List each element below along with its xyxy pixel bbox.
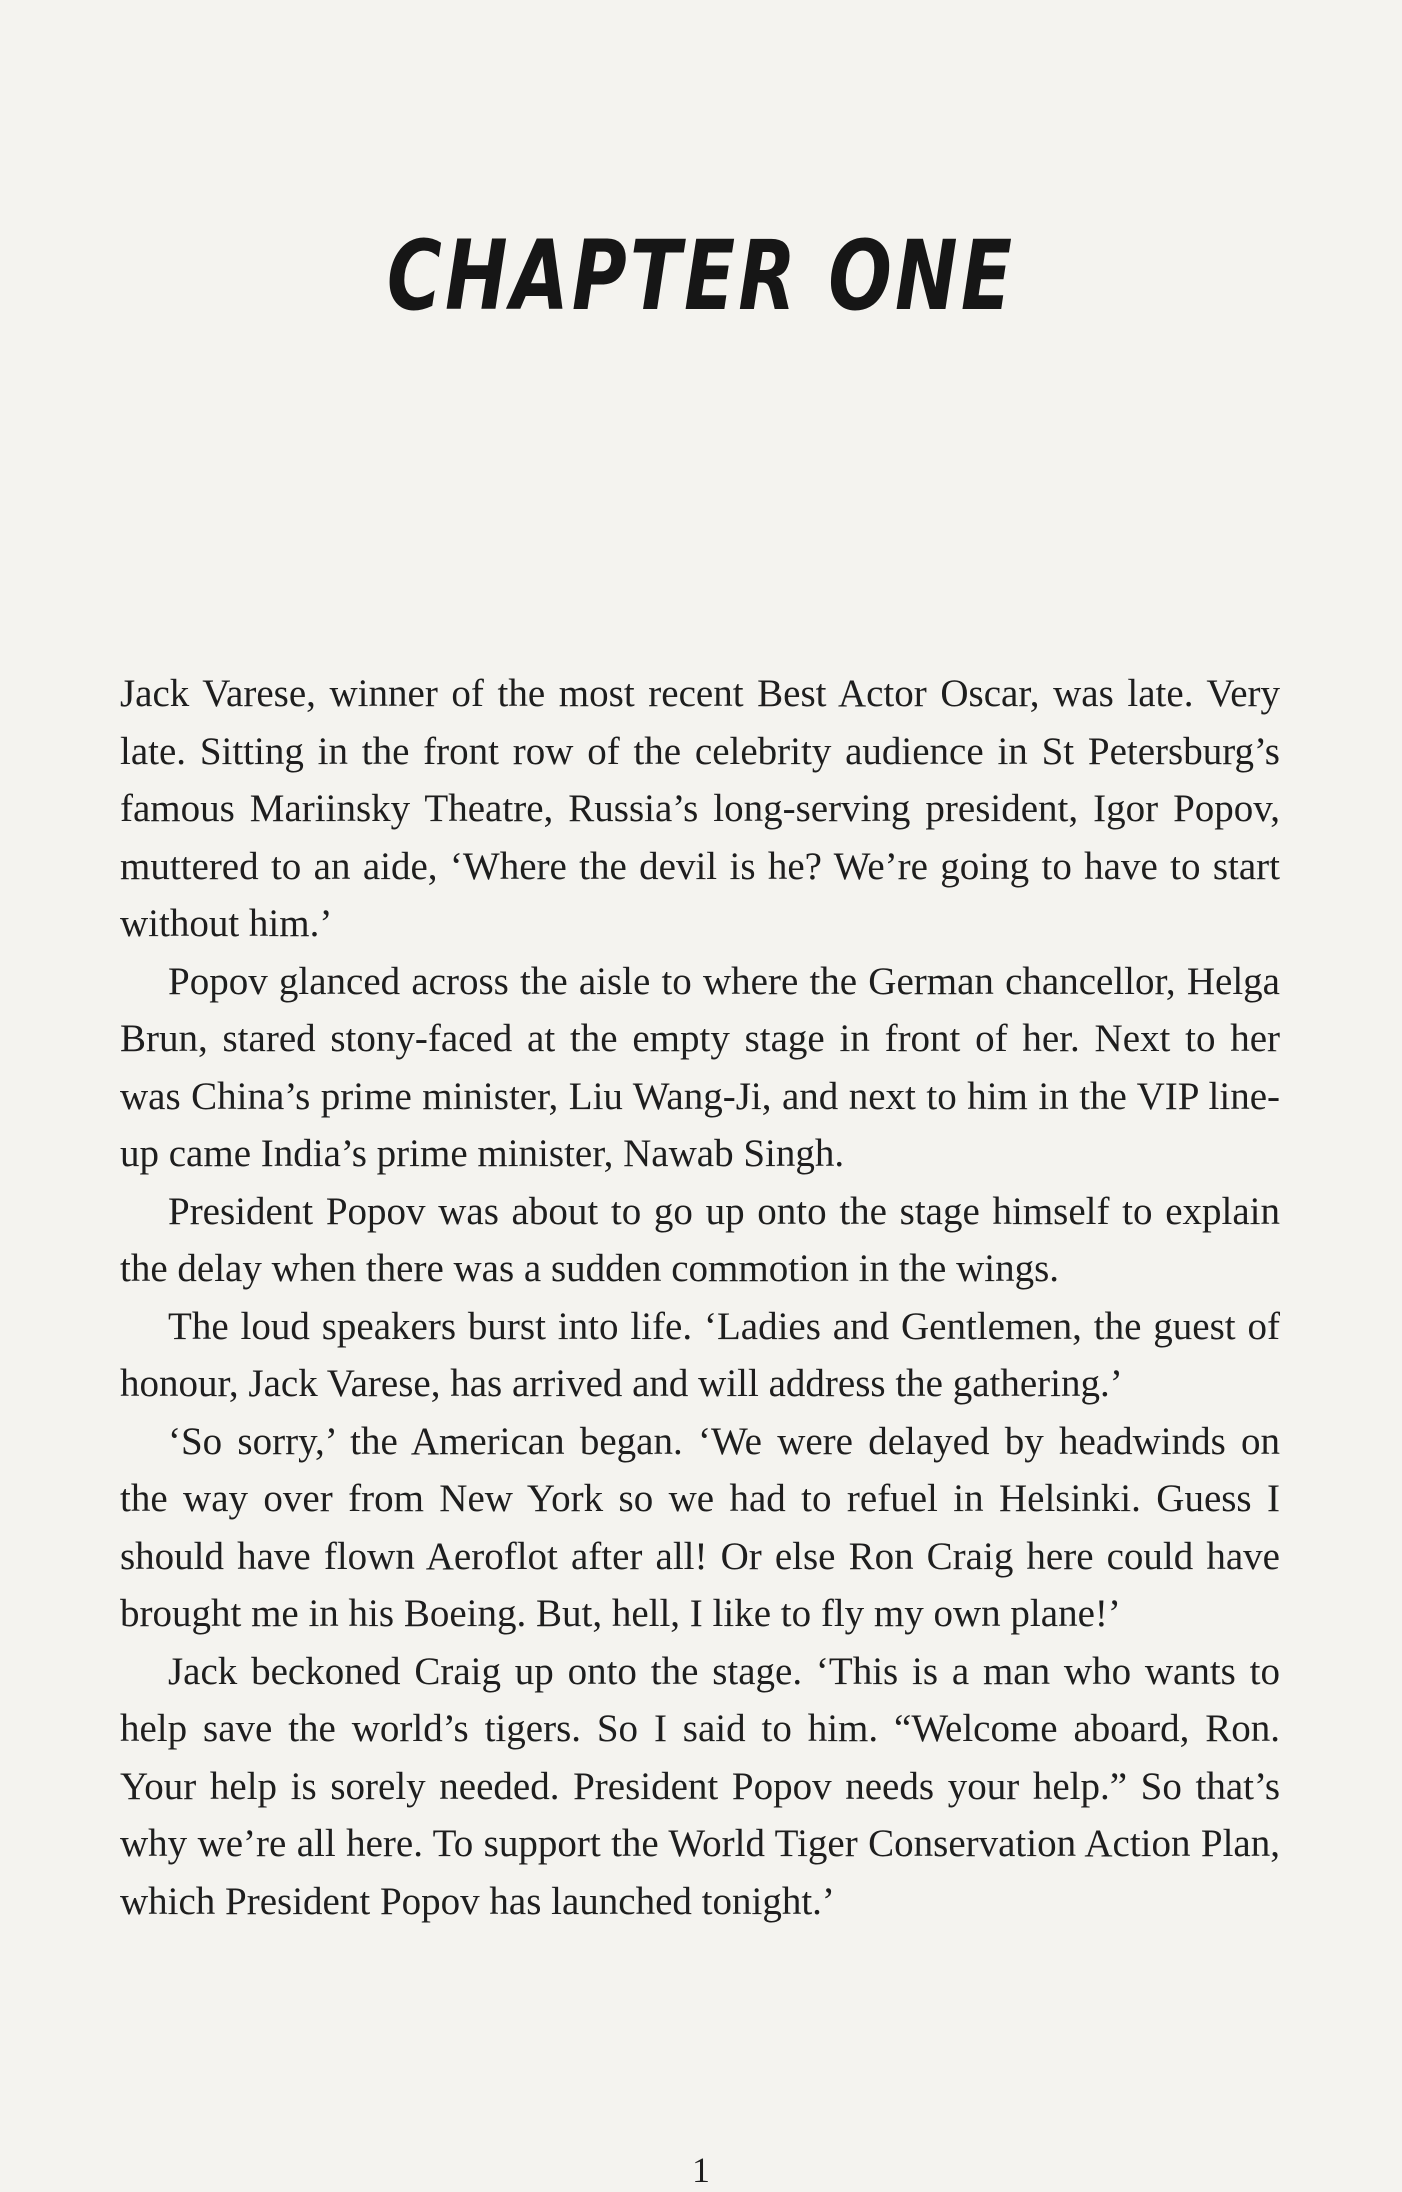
chapter-body xyxy=(120,665,1280,1930)
paragraph: Jack Varese, winner of the most recent Best Actor Oscar, was late. Very late. Sitting in the front row of the celebrity audience in St Petersburg’s famous Mariinsky Theatre, Russia’s long-serving president, Igor Popov, muttered to an aide, ‘Where the devil is he? We’re going to have to start without him.’ xyxy=(120,672,1280,945)
paragraph: President Popov was about to go up onto the stage himself to explain the delay when there was a sudden commotion in the wings. xyxy=(120,1189,1280,1290)
page-number: 1 xyxy=(692,2150,710,2190)
chapter-title: CHAPTER ONE xyxy=(386,220,1016,332)
paragraph: The loud speakers burst into life. ‘Ladies and Gentlemen, the guest of honour, Jack Varese, has arrived and will address the gathering.’ xyxy=(120,1304,1280,1405)
paragraph: Popov glanced across the aisle to where the German chancellor, Helga Brun, stared stony-faced at the empty stage in front of her. Next to her was China’s prime minister, Liu Wang-Ji, and next to him in the VIP line-up came India’s prime minister, Nawab Singh. xyxy=(120,959,1280,1175)
paragraph: Jack beckoned Craig up onto the stage. ‘This is a man who wants to help save the world’s tigers. So I said to him. “Welcome aboard, Ron. Your help is sorely needed. President Popov needs your help.” So that’s why we’re all here. To support the World Tiger Conservation Action Plan, which President Popov has launched tonight.’ xyxy=(120,1649,1280,1923)
paragraph: ‘So sorry,’ the American began. ‘We were delayed by headwinds on the way over from New York so we had to refuel in Helsinki. Guess I should have flown Aeroflot after all! Or else Ron Craig here could have brought me in his Boeing. But, hell, I like to fly my own plane!’ xyxy=(120,1419,1280,1635)
